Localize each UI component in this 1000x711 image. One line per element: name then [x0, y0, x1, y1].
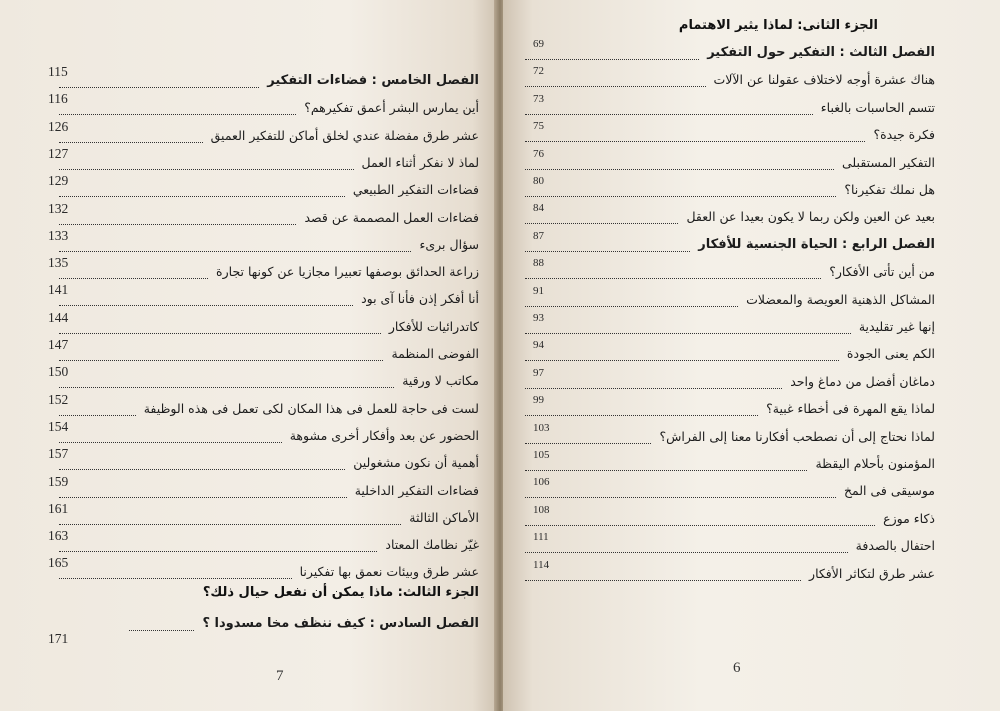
dot-leader [59, 551, 377, 552]
chapter-heading-entry [525, 42, 935, 64]
dot-leader [525, 169, 834, 170]
dot-leader [59, 169, 354, 170]
dot-leader [525, 141, 865, 142]
toc-entry-page: 159 [48, 473, 69, 489]
toc-entry [59, 288, 479, 310]
dot-leader [59, 469, 345, 470]
dot-leader [59, 142, 203, 143]
toc-entry-title: زراعة الحدائق بوصفها تعبيرا مجازيا عن كونها تجارة [216, 264, 479, 280]
toc-entry [59, 480, 479, 502]
dot-leader [525, 114, 813, 115]
toc-entry-page: 129 [48, 173, 69, 189]
toc-entry-title: مكاتب لا ورقية [402, 373, 479, 389]
toc-entry-title: هل نملك تفكيرنا؟ [844, 182, 935, 197]
part-two-heading: الجزء الثانى: لماذا يثير الاهتمام [678, 18, 878, 33]
toc-entry [525, 316, 935, 338]
toc-entry [59, 507, 479, 529]
toc-entry-page: 150 [48, 364, 69, 380]
toc-entry-page: 69 [533, 38, 544, 50]
toc-entry-page: 135 [48, 255, 69, 271]
page-number-right: 6 [733, 660, 741, 676]
dot-leader [59, 387, 394, 388]
toc-entry [59, 343, 479, 365]
toc-entry-title: أهمية أن نكون مشغولين [353, 455, 479, 471]
dot-leader [525, 415, 758, 416]
toc-entry [59, 425, 479, 447]
toc-entry [525, 97, 935, 119]
toc-entry-page: 88 [533, 257, 544, 270]
dot-leader [59, 360, 383, 361]
toc-entry-page: 114 [533, 558, 550, 571]
left-page [0, 0, 497, 711]
final-toc-entry [129, 613, 479, 635]
dot-leader [59, 114, 296, 115]
toc-entry-title: عشر طرق مفضلة عندي لخلق أماكن للتفكير العميق [210, 127, 479, 143]
toc-entry-page: 99 [533, 394, 544, 407]
toc-entry-page: 165 [48, 555, 69, 571]
toc-entry-title: لماذا نحتاج إلى أن نصطحب أفكارنا معنا إلى الفراش؟ [659, 428, 935, 444]
toc-entry [59, 452, 479, 474]
toc-entry-page: 93 [533, 312, 544, 324]
dot-leader [525, 497, 836, 498]
toc-entry [59, 316, 479, 338]
toc-entry-title: لماذا يقع المهرة فى أخطاء غبية؟ [766, 401, 935, 417]
dot-leader [525, 196, 836, 197]
toc-entry-page: 73 [533, 92, 544, 105]
toc-entry-page: 116 [48, 91, 68, 107]
toc-entry-title: عشر طرق وبيئات نعمق بها تفكيرنا [299, 564, 479, 580]
toc-entry-title: التفكير المستقبلى [841, 154, 935, 170]
toc-entry-title: المؤمنون بأحلام اليقظة [815, 456, 935, 471]
dot-leader [59, 87, 259, 88]
toc-entry-page: 163 [48, 528, 69, 544]
toc-entry-title: عشر طرق لتكاثر الأفكار [809, 565, 935, 581]
dot-leader [59, 442, 282, 443]
chapter-heading-entry [525, 234, 935, 256]
toc-entry-page: 152 [48, 391, 69, 407]
dot-leader [59, 224, 296, 225]
dot-leader [525, 223, 678, 224]
toc-entry [525, 69, 935, 91]
toc-entry-title: الكم يعنى الجودة [846, 346, 935, 362]
toc-entry-page: 108 [533, 503, 550, 516]
toc-entry-title: أنا أفكر إذن فأنا آى بود [361, 291, 479, 307]
toc-entry [59, 234, 479, 256]
toc-entry-title: دماغان أفضل من دماغ واحد [790, 373, 935, 389]
toc-entry [525, 508, 935, 530]
toc-entry-title: لست فى حاجة للعمل فى هذا المكان لكى تعمل فى هذه الوظيفة [143, 400, 479, 416]
toc-entry [525, 124, 935, 146]
toc-entry-page: 80 [533, 175, 544, 187]
toc-entry-page: 91 [533, 284, 544, 297]
toc-entry-title: الفصل الثالث : التفكير حول التفكير [707, 45, 935, 60]
toc-entry-title: فضاءات العمل المصممة عن قصد [304, 209, 479, 225]
dot-leader [59, 278, 208, 279]
toc-entry-title: كاتدرائيات للأفكار [388, 318, 479, 334]
dot-leader [525, 86, 706, 87]
toc-entry [59, 97, 479, 119]
dot-leader [525, 333, 851, 334]
toc-entry-title: لماذ لا نفكر أثناء العمل [361, 154, 479, 170]
dot-leader [59, 415, 136, 416]
toc-entry-page: 75 [533, 120, 544, 133]
toc-entry-page: 105 [533, 449, 550, 461]
toc-entry [525, 535, 935, 557]
toc-entry [59, 261, 479, 283]
dot-leader [129, 630, 194, 631]
toc-entry [59, 152, 479, 174]
toc-entry [59, 561, 479, 583]
toc-entry-title: المشاكل الذهنية العويصة والمعضلات [746, 291, 935, 307]
toc-entry-page: 87 [533, 229, 544, 242]
dot-leader [525, 443, 651, 444]
toc-entry-page: 133 [48, 227, 69, 243]
toc-entry-page: 103 [533, 421, 550, 434]
toc-entry-page: 141 [48, 282, 69, 298]
toc-entry [525, 563, 935, 585]
toc-entry [525, 426, 935, 448]
dot-leader [525, 525, 875, 526]
part-three-heading: الجزء الثالث: ماذا يمكن أن نفعل حيال ذلك؟ [202, 585, 479, 600]
toc-entry [59, 179, 479, 201]
toc-entry-page: 157 [48, 446, 69, 462]
toc-entry [525, 371, 935, 393]
toc-entry-page: 115 [48, 64, 68, 79]
toc-entry-title: بعيد عن العين ولكن ربما لا يكون بعيدا عن العقل [686, 209, 935, 225]
toc-entry [525, 343, 935, 365]
toc-entry-page: 97 [533, 366, 544, 379]
toc-entry-title: الحضور عن بعد وأفكار أخرى مشوهة [289, 427, 479, 443]
dot-leader [59, 578, 292, 579]
dot-leader [525, 470, 807, 471]
toc-entry [525, 261, 935, 283]
dot-leader [59, 196, 345, 197]
toc-entry [59, 534, 479, 556]
dot-leader [525, 360, 839, 361]
toc-entry-page: 106 [533, 476, 550, 489]
toc-entry [525, 179, 935, 201]
toc-entry-title: الأماكن الثالثة [409, 509, 479, 525]
dot-leader [525, 552, 848, 553]
toc-entry-title: هناك عشرة أوجه لاختلاف عقولنا عن الآلات [713, 72, 935, 88]
toc-entry-page: 94 [533, 339, 544, 352]
toc-entry [59, 207, 479, 229]
dot-leader [525, 59, 699, 60]
dot-leader [525, 388, 782, 389]
toc-entry-page: 126 [48, 118, 69, 134]
toc-entry-page: 144 [48, 309, 69, 325]
dot-leader [525, 251, 690, 252]
toc-entry-page: 147 [48, 337, 69, 352]
page-number-left: 7 [276, 668, 284, 684]
right-page [503, 0, 1000, 711]
dot-leader [525, 306, 738, 307]
toc-entry-page: 127 [48, 145, 69, 161]
toc-entry [525, 289, 935, 311]
dot-leader [59, 497, 347, 498]
dot-leader [59, 305, 353, 306]
chapter-heading-entry [59, 70, 479, 92]
toc-entry [59, 398, 479, 420]
toc-entry [59, 125, 479, 147]
dot-leader [59, 251, 411, 252]
toc-entry-page: 111 [533, 531, 549, 544]
toc-entry-page: 171 [48, 631, 69, 646]
toc-entry [59, 370, 479, 392]
toc-entry-page: 84 [533, 202, 544, 215]
toc-entry-page: 154 [48, 418, 69, 434]
toc-entry-title: غيّر نظامك المعتاد [385, 537, 479, 553]
toc-entry-title: الفصل الخامس : فضاءات التفكير [267, 73, 479, 88]
toc-entry [525, 206, 935, 228]
toc-entry-title: أين يمارس البشر أعمق تفكيرهم؟ [304, 100, 479, 116]
toc-entry-title: سؤال برىء [419, 236, 479, 252]
toc-entry [525, 480, 935, 502]
toc-entry-title: من أين تأتى الأفكار؟ [829, 264, 935, 280]
toc-entry-title: الفوضى المنظمة [391, 346, 479, 361]
toc-entry-title: الفصل الرابع : الحياة الجنسية للأفكار [698, 236, 935, 252]
toc-entry [525, 152, 935, 174]
toc-entry-page: 76 [533, 147, 544, 160]
dot-leader [59, 524, 401, 525]
dot-leader [525, 580, 801, 581]
toc-entry-title: ذكاء موزع [883, 510, 935, 526]
toc-entry-title: تتسم الحاسبات بالغباء [820, 99, 935, 115]
toc-entry-page: 161 [48, 500, 69, 516]
toc-entry-title: فكرة جيدة؟ [873, 127, 935, 143]
toc-entry [525, 398, 935, 420]
toc-entry-title: إنها غير تقليدية [858, 319, 935, 334]
toc-entry-page: 72 [533, 65, 544, 78]
toc-entry-title: فضاءات التفكير الداخلية [354, 482, 479, 498]
toc-entry-title: موسيقى فى المخ [843, 483, 935, 499]
dot-leader [59, 333, 381, 334]
toc-entry-title: الفصل السادس : كيف ننظف مخا مسدودا ؟ [202, 616, 479, 631]
toc-entry-page: 132 [48, 200, 69, 216]
toc-entry-title: احتفال بالصدفة [855, 538, 935, 554]
dot-leader [525, 278, 821, 279]
toc-entry [525, 453, 935, 475]
toc-entry-title: فضاءات التفكير الطبيعي [352, 182, 479, 198]
